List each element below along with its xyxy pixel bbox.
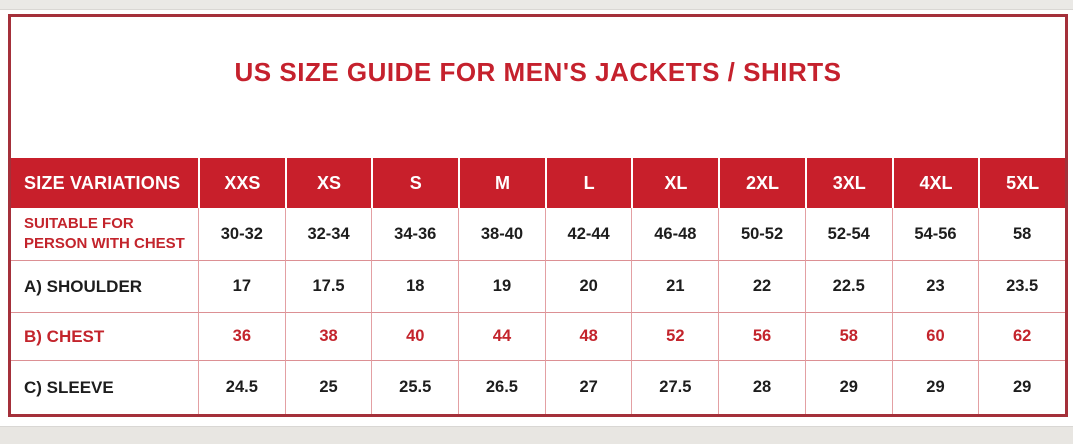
sleeve-value: 25 xyxy=(285,360,372,414)
suitable-chest-value: 42-44 xyxy=(545,208,632,260)
row-label-suitable-chest: SUITABLE FOR PERSON WITH CHEST xyxy=(24,214,185,252)
top-window-strip xyxy=(0,0,1073,10)
suitable-chest-value: 50-52 xyxy=(718,208,805,260)
row-label-shoulder: A) SHOULDER xyxy=(11,260,198,312)
row-label-sleeve: C) SLEEVE xyxy=(11,360,198,414)
header-cell-size-variations: SIZE VARIATIONS xyxy=(11,158,198,208)
chest-value: 36 xyxy=(198,312,285,360)
shoulder-value: 18 xyxy=(371,260,458,312)
chest-value: 44 xyxy=(458,312,545,360)
shoulder-value: 22 xyxy=(718,260,805,312)
sleeve-value: 29 xyxy=(805,360,892,414)
shoulder-value: 23 xyxy=(892,260,979,312)
sleeve-value: 28 xyxy=(718,360,805,414)
chest-value: 58 xyxy=(805,312,892,360)
sleeve-value: 27 xyxy=(545,360,632,414)
sleeve-value: 29 xyxy=(978,360,1065,414)
chest-value: 60 xyxy=(892,312,979,360)
bottom-window-strip xyxy=(0,426,1073,444)
sleeve-value: 29 xyxy=(892,360,979,414)
chest-value: 52 xyxy=(631,312,718,360)
chest-value: 38 xyxy=(285,312,372,360)
chest-value: 56 xyxy=(718,312,805,360)
size-guide-sheet xyxy=(8,14,1068,417)
chest-value: 62 xyxy=(978,312,1065,360)
chest-value: 40 xyxy=(371,312,458,360)
suitable-chest-value: 58 xyxy=(978,208,1065,260)
shoulder-value: 17.5 xyxy=(285,260,372,312)
header-cell-5xl: 5XL xyxy=(978,158,1065,208)
sleeve-value: 26.5 xyxy=(458,360,545,414)
header-cell-3xl: 3XL xyxy=(805,158,892,208)
shoulder-value: 17 xyxy=(198,260,285,312)
suitable-chest-value: 38-40 xyxy=(458,208,545,260)
header-cell-s: S xyxy=(371,158,458,208)
shoulder-value: 22.5 xyxy=(805,260,892,312)
suitable-chest-value: 34-36 xyxy=(371,208,458,260)
sleeve-value: 27.5 xyxy=(631,360,718,414)
shoulder-value: 21 xyxy=(631,260,718,312)
sleeve-value: 24.5 xyxy=(198,360,285,414)
header-cell-xxs: XXS xyxy=(198,158,285,208)
row-label-chest: B) CHEST xyxy=(11,312,198,360)
suitable-chest-value: 46-48 xyxy=(631,208,718,260)
shoulder-value: 23.5 xyxy=(978,260,1065,312)
suitable-chest-value: 52-54 xyxy=(805,208,892,260)
header-cell-m: M xyxy=(458,158,545,208)
chest-value: 48 xyxy=(545,312,632,360)
shoulder-value: 20 xyxy=(545,260,632,312)
header-cell-2xl: 2XL xyxy=(718,158,805,208)
page-title: US SIZE GUIDE FOR MEN'S JACKETS / SHIRTS xyxy=(234,57,842,87)
header-cell-xl: XL xyxy=(631,158,718,208)
suitable-chest-value: 54-56 xyxy=(892,208,979,260)
header-cell-xs: XS xyxy=(285,158,372,208)
suitable-chest-value: 30-32 xyxy=(198,208,285,260)
shoulder-value: 19 xyxy=(458,260,545,312)
sleeve-value: 25.5 xyxy=(371,360,458,414)
header-cell-l: L xyxy=(545,158,632,208)
header-cell-4xl: 4XL xyxy=(892,158,979,208)
suitable-chest-value: 32-34 xyxy=(285,208,372,260)
size-table xyxy=(11,158,1065,414)
